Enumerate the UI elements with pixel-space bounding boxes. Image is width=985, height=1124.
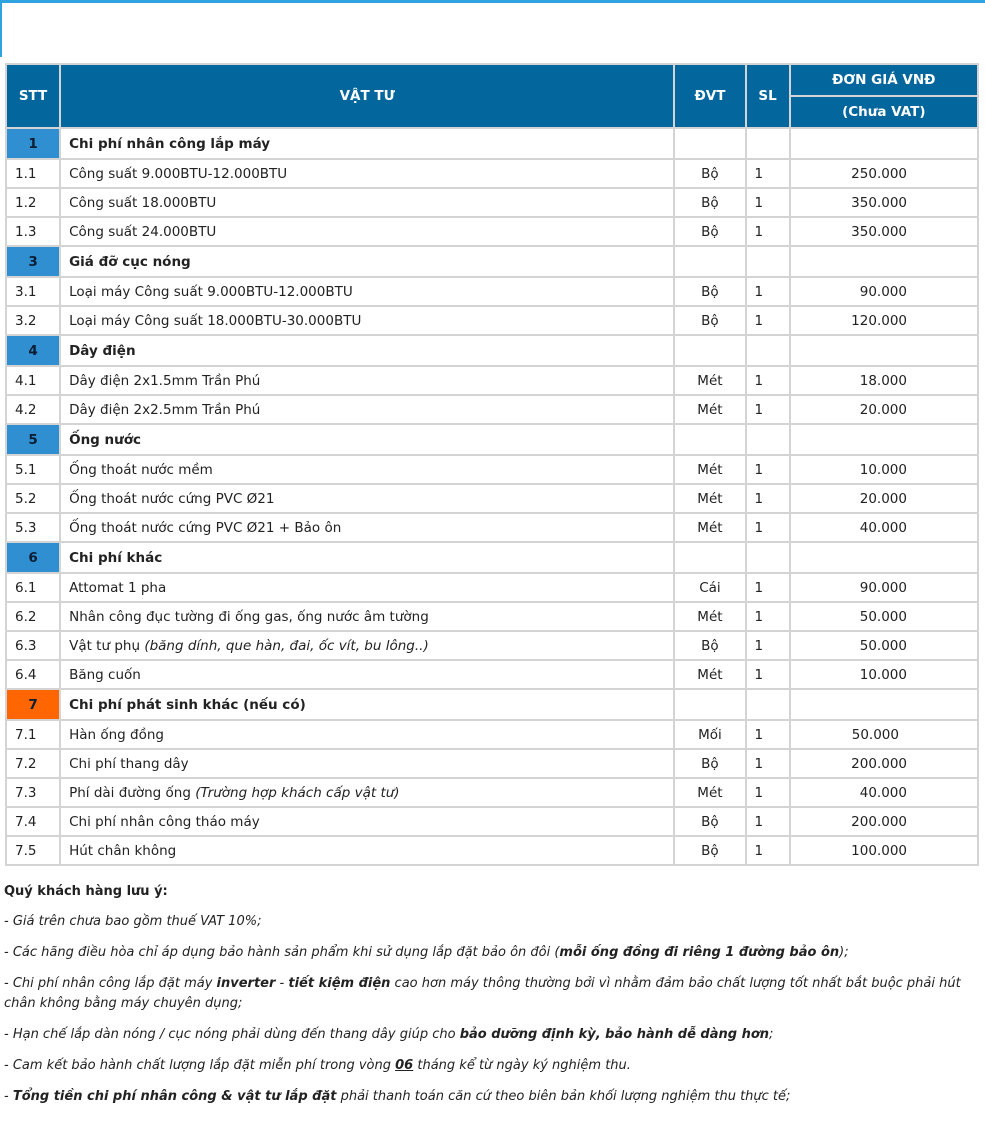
section-empty-dvt [675, 247, 744, 276]
item-name-cell [61, 485, 673, 512]
item-qty: 1 [747, 485, 789, 512]
header-chua-vat: (Chưa VAT) [791, 97, 977, 127]
notes-section [4, 882, 979, 1118]
note-inverter-e: cao hơn máy thông thường bởi vì nhằm đảm bảo chất lượng tốt nhất bắt buộc phải hút chân không bằng máy chuyên dụng; [4, 976, 961, 1011]
item-price: 10.000 [791, 661, 977, 688]
item-unit: Bộ [675, 278, 744, 305]
section-title: Chi phí khác [61, 543, 673, 572]
item-name-cell [61, 574, 673, 601]
section-stt-cell [7, 543, 59, 572]
note-warranty-c: ); [839, 945, 849, 960]
item-qty: 1 [747, 367, 789, 394]
section-stt: 1 [7, 129, 59, 158]
item-stt: 7.4 [7, 808, 59, 835]
item-unit: Bộ [675, 218, 744, 245]
item-qty: 1 [747, 396, 789, 423]
item-name-cell [61, 278, 673, 305]
item-stt: 1.1 [7, 160, 59, 187]
section-stt: 7 [7, 690, 59, 719]
item-price: 90.000 [791, 574, 977, 601]
section-empty-price [791, 543, 977, 572]
table-row [7, 160, 977, 187]
note-inverter-b: inverter [216, 976, 276, 991]
item-stt: 7.2 [7, 750, 59, 777]
section-empty-dvt [675, 129, 744, 158]
header-dvt: ĐVT [675, 65, 744, 127]
item-name-cell [61, 661, 673, 688]
item-unit: Bộ [675, 307, 744, 334]
item-price: 100.000 [791, 837, 977, 864]
price-table [5, 63, 979, 866]
item-qty: 1 [747, 514, 789, 541]
table-row [7, 632, 977, 659]
item-name-cell [61, 160, 673, 187]
item-name: Dây điện 2x1.5mm Trần Phú [69, 372, 261, 389]
item-stt: 7.3 [7, 779, 59, 806]
section-empty-price [791, 690, 977, 719]
item-name: Ống thoát nước mềm [69, 461, 213, 478]
note-inverter-c: - [275, 976, 289, 991]
item-qty: 1 [747, 456, 789, 483]
item-name: Hút chân không [69, 842, 177, 859]
item-stt: 4.2 [7, 396, 59, 423]
section-empty-price [791, 425, 977, 454]
item-qty: 1 [747, 721, 789, 748]
item-unit: Mét [675, 514, 744, 541]
item-name: Hàn ống đồng [69, 726, 164, 743]
item-name: Ống thoát nước cứng PVC Ø21 + Bảo ôn [69, 519, 342, 536]
note-warranty-a: - Các hãng điều hòa chỉ áp dụng bảo hành sản phẩm khi sử dụng lắp đặt bảo ôn đôi ( [4, 945, 560, 960]
item-stt: 6.4 [7, 661, 59, 688]
item-name: Chi phí nhân công tháo máy [69, 813, 260, 830]
note-ladder-c: ; [769, 1027, 774, 1042]
section-stt-cell [7, 129, 59, 158]
note-inverter [4, 974, 979, 1014]
item-qty: 1 [747, 574, 789, 601]
item-name: Công suất 18.000BTU [69, 194, 217, 211]
section-title: Chi phí phát sinh khác (nếu có) [61, 690, 673, 719]
item-price: 350.000 [791, 189, 977, 216]
notes-title: Quý khách hàng lưu ý: [4, 884, 168, 899]
item-name-cell [61, 779, 673, 806]
item-qty: 1 [747, 160, 789, 187]
item-name-cell [61, 721, 673, 748]
item-name: Dây điện 2x2.5mm Trần Phú [69, 401, 261, 418]
table-row [7, 456, 977, 483]
section-title: Chi phí nhân công lắp máy [61, 129, 673, 158]
section-stt-cell [7, 247, 59, 276]
section-stt-cell [7, 425, 59, 454]
section-title: Dây điện [61, 336, 673, 365]
item-unit: Mối [675, 721, 744, 748]
left-accent-mark [0, 3, 2, 57]
item-name-note: (Trường hợp khách cấp vật tư) [195, 784, 400, 801]
item-name-cell [61, 808, 673, 835]
section-empty-price [791, 247, 977, 276]
note-ladder [4, 1025, 979, 1045]
item-qty: 1 [747, 837, 789, 864]
item-name: Băng cuốn [69, 666, 141, 683]
item-price: 10.000 [791, 456, 977, 483]
item-stt: 5.3 [7, 514, 59, 541]
item-price: 120.000 [791, 307, 977, 334]
item-unit: Mét [675, 396, 744, 423]
item-stt: 6.3 [7, 632, 59, 659]
section-empty-sl [747, 129, 789, 158]
item-price: 20.000 [791, 485, 977, 512]
table-row [7, 278, 977, 305]
item-unit: Bộ [675, 189, 744, 216]
item-name-cell [61, 396, 673, 423]
item-price: 200.000 [791, 750, 977, 777]
header-sl: SL [747, 65, 789, 127]
item-stt: 5.1 [7, 456, 59, 483]
item-price: 50.000 [791, 603, 977, 630]
item-price: 20.000 [791, 396, 977, 423]
section-empty-dvt [675, 425, 744, 454]
item-price: 350.000 [791, 218, 977, 245]
table-row [7, 514, 977, 541]
item-stt: 6.1 [7, 574, 59, 601]
section-stt-cell [7, 690, 59, 719]
item-unit: Bộ [675, 837, 744, 864]
note-total-b: Tổng tiền chi phí nhân công & vật tư lắp đặt [12, 1089, 337, 1104]
item-name: Attomat 1 pha [69, 579, 167, 596]
section-empty-sl [747, 247, 789, 276]
table-row [7, 218, 977, 245]
note-inverter-a: - Chi phí nhân công lắp đặt máy [4, 976, 217, 991]
section-empty-dvt [675, 543, 744, 572]
note-ladder-b: bảo dưỡng định kỳ, bảo hành dễ dàng hơn [459, 1027, 770, 1042]
item-name-note: (băng dính, que hàn, đai, ốc vít, bu lông..) [144, 637, 429, 654]
item-qty: 1 [747, 278, 789, 305]
section-empty-sl [747, 543, 789, 572]
header-stt: STT [7, 65, 59, 127]
item-unit: Mét [675, 485, 744, 512]
item-unit: Mét [675, 367, 744, 394]
table-row [7, 485, 977, 512]
item-unit: Mét [675, 603, 744, 630]
item-price: 50.000 [791, 721, 977, 748]
item-unit: Bộ [675, 632, 744, 659]
item-name: Vật tư phụ [69, 637, 145, 654]
section-empty-sl [747, 336, 789, 365]
table-row [7, 189, 977, 216]
item-stt: 6.2 [7, 603, 59, 630]
section-empty-sl [747, 690, 789, 719]
table-row [7, 367, 977, 394]
item-price: 90.000 [791, 278, 977, 305]
item-name: Nhân công đục tường đi ống gas, ống nước âm tường [69, 608, 429, 625]
item-name: Chi phí thang dây [69, 755, 189, 772]
section-empty-price [791, 129, 977, 158]
item-stt: 5.2 [7, 485, 59, 512]
item-price: 40.000 [791, 514, 977, 541]
item-price: 250.000 [791, 160, 977, 187]
section-row [7, 425, 977, 454]
note-total-a: - [4, 1089, 13, 1104]
table-row [7, 661, 977, 688]
item-qty: 1 [747, 603, 789, 630]
table-header-row [7, 65, 977, 95]
section-stt: 6 [7, 543, 59, 572]
item-unit: Bộ [675, 808, 744, 835]
item-stt: 3.2 [7, 307, 59, 334]
section-row [7, 129, 977, 158]
note-total [4, 1087, 979, 1107]
item-qty: 1 [747, 307, 789, 334]
section-row [7, 336, 977, 365]
section-title: Ống nước [61, 425, 673, 454]
item-stt: 4.1 [7, 367, 59, 394]
item-name: Công suất 24.000BTU [69, 223, 217, 240]
item-unit: Bộ [675, 160, 744, 187]
note-inverter-d: tiết kiệm điện [288, 976, 391, 991]
item-name-cell [61, 750, 673, 777]
item-name-cell [61, 307, 673, 334]
note-guarantee-b: 06 [395, 1058, 414, 1073]
item-name-cell [61, 218, 673, 245]
section-stt: 4 [7, 336, 59, 365]
note-guarantee-a: - Cam kết bảo hành chất lượng lắp đặt miễn phí trong vòng [4, 1058, 396, 1073]
item-price: 40.000 [791, 779, 977, 806]
item-name: Loại máy Công suất 9.000BTU-12.000BTU [69, 283, 353, 300]
top-accent-line [0, 0, 985, 3]
header-vat-tu: VẬT TƯ [61, 65, 673, 127]
note-warranty-b: mỗi ống đồng đi riêng 1 đường bảo ôn [559, 945, 840, 960]
item-stt: 1.3 [7, 218, 59, 245]
item-name: Ống thoát nước cứng PVC Ø21 [69, 490, 275, 507]
note-vat [4, 912, 979, 932]
section-stt: 3 [7, 247, 59, 276]
note-guarantee-c: tháng kể từ ngày ký nghiệm thu. [413, 1058, 631, 1073]
item-name-cell [61, 456, 673, 483]
item-name-cell [61, 837, 673, 864]
item-unit: Mét [675, 779, 744, 806]
item-name-cell [61, 632, 673, 659]
item-qty: 1 [747, 779, 789, 806]
table-row [7, 307, 977, 334]
item-unit: Mét [675, 661, 744, 688]
item-name: Loại máy Công suất 18.000BTU-30.000BTU [69, 312, 362, 329]
item-stt: 7.5 [7, 837, 59, 864]
item-unit: Bộ [675, 750, 744, 777]
table-row [7, 396, 977, 423]
table-row [7, 750, 977, 777]
note-total-c: phải thanh toán căn cứ theo biên bản khối lượng nghiệm thu thực tế; [336, 1089, 791, 1104]
section-empty-dvt [675, 690, 744, 719]
item-price: 18.000 [791, 367, 977, 394]
table-row [7, 721, 977, 748]
item-unit: Cái [675, 574, 744, 601]
header-don-gia: ĐƠN GIÁ VNĐ [791, 65, 977, 95]
section-empty-sl [747, 425, 789, 454]
table-row [7, 574, 977, 601]
item-name-cell [61, 189, 673, 216]
note-guarantee [4, 1056, 979, 1076]
item-qty: 1 [747, 218, 789, 245]
note-ladder-a: - Hạn chế lắp dàn nóng / cục nóng phải dùng đến thang dây giúp cho [4, 1027, 460, 1042]
note-vat-text: - Giá trên chưa bao gồm thuế VAT 10%; [4, 914, 262, 929]
item-qty: 1 [747, 808, 789, 835]
item-qty: 1 [747, 189, 789, 216]
item-price: 200.000 [791, 808, 977, 835]
item-qty: 1 [747, 632, 789, 659]
table-row [7, 603, 977, 630]
item-name-cell [61, 603, 673, 630]
table-body [7, 129, 977, 864]
section-empty-price [791, 336, 977, 365]
item-stt: 1.2 [7, 189, 59, 216]
item-stt: 7.1 [7, 721, 59, 748]
table-row [7, 837, 977, 864]
section-empty-dvt [675, 336, 744, 365]
item-unit: Mét [675, 456, 744, 483]
item-price: 50.000 [791, 632, 977, 659]
section-row [7, 543, 977, 572]
note-warranty [4, 943, 979, 963]
item-name-cell [61, 514, 673, 541]
table-row [7, 779, 977, 806]
item-name-cell [61, 367, 673, 394]
item-name: Công suất 9.000BTU-12.000BTU [69, 165, 288, 182]
section-stt-cell [7, 336, 59, 365]
section-row [7, 247, 977, 276]
section-title: Giá đỡ cục nóng [61, 247, 673, 276]
item-stt: 3.1 [7, 278, 59, 305]
item-name: Phí dài đường ống [69, 784, 196, 801]
item-qty: 1 [747, 750, 789, 777]
item-qty: 1 [747, 661, 789, 688]
section-row [7, 690, 977, 719]
section-stt: 5 [7, 425, 59, 454]
table-row [7, 808, 977, 835]
